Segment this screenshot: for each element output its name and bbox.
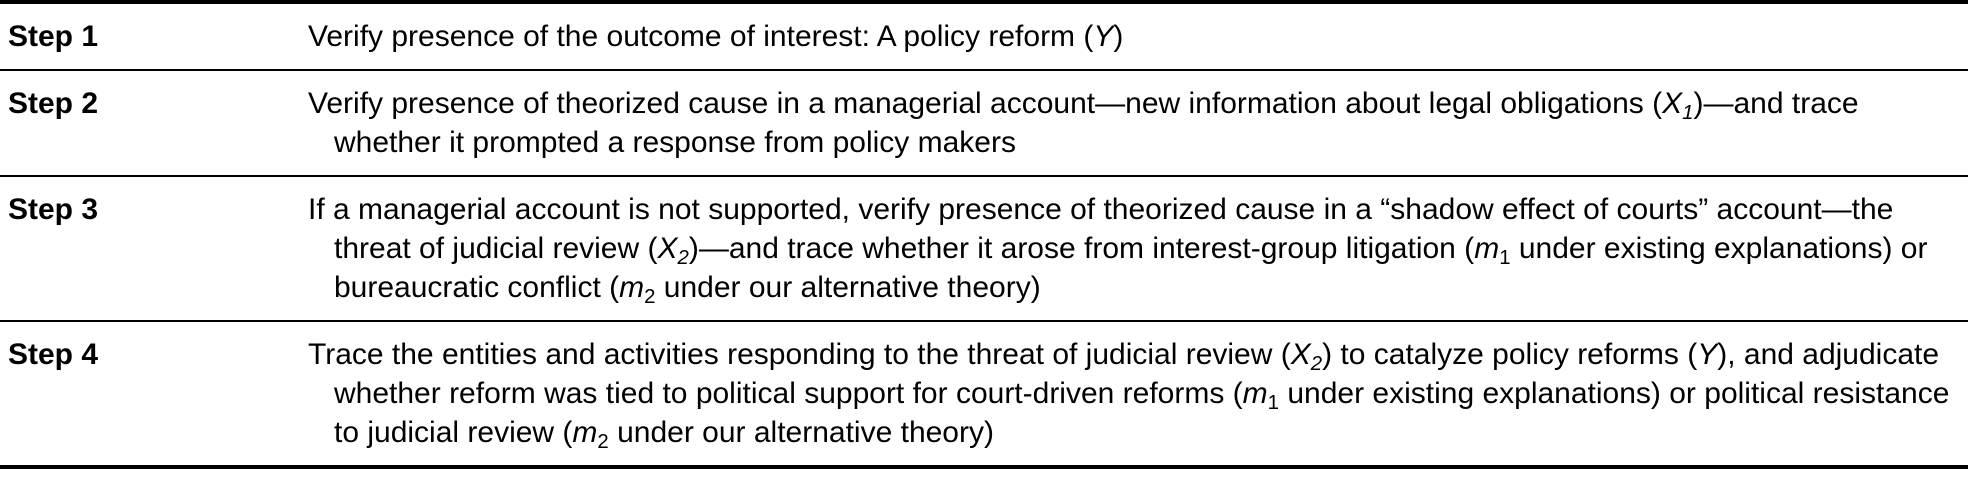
table-row (0, 2, 1968, 70)
table-row (0, 70, 1968, 176)
step-label: Step 4 (8, 338, 99, 371)
step-label: Step 2 (8, 87, 99, 120)
step-description: Verify presence of theorized cause in a managerial account—new information about legal obligations $(X_1)—and$ trace whether it prompted a response from policy makers (308, 87, 1859, 159)
table-row (0, 321, 1968, 467)
table-row (0, 176, 1968, 321)
step-description: If a managerial account is not supported, verify presence of theorized cause in a “shadow effect of courts” account—the threat of judicial review $(X_2)—and$ trace whether it arose from interest-group litigation ($m_1$ under existing explanations) or bureaucratic conflict ($m_2$ under our alternative theory) (308, 193, 1928, 309)
step-description: Verify presence of the outcome of interest: A policy reform (Y) (308, 20, 1124, 53)
step-label: Step 3 (8, 193, 99, 226)
step-label: Step 1 (8, 20, 99, 53)
step-description: Trace the entities and activities responding to the threat of judicial review $(X_2)$ to catalyze policy reforms (Y), and adjudicate whether reform was tied to political support for court-driven reforms ($m_1$ under existing explanations) or political resistance to judicial review ($m_2$ under our alternative theory) (308, 338, 1950, 454)
